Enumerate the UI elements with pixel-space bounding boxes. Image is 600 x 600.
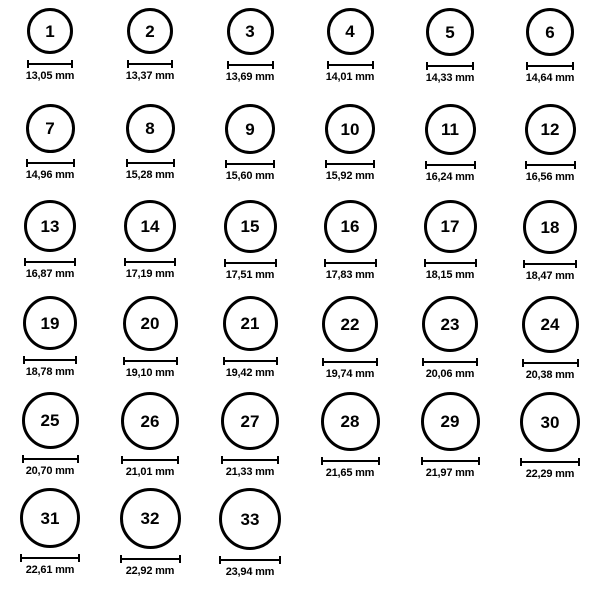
diameter-measure-marker	[224, 258, 277, 267]
measure-bar	[221, 456, 279, 464]
ring-size-cell	[100, 488, 200, 584]
ring-size-number: 1	[45, 21, 55, 41]
diameter-measure-marker	[227, 60, 274, 69]
ring-size-number: 23	[440, 314, 460, 334]
diameter-measure-marker	[422, 357, 478, 366]
ring-circle	[520, 392, 580, 452]
measure-bar	[225, 160, 275, 168]
ring-diameter-label: 18,15 mm	[425, 269, 475, 281]
ring-circle	[322, 296, 378, 352]
diameter-measure-marker	[219, 555, 281, 564]
measure-bar	[321, 457, 380, 465]
ring-size-cell	[200, 8, 300, 104]
ring-size-cell	[200, 392, 300, 488]
measure-bar	[324, 259, 377, 267]
ring-size-cell	[400, 104, 500, 200]
ring-circle	[422, 296, 478, 352]
measure-bar	[121, 456, 179, 464]
measure-bar	[426, 62, 474, 70]
ring-diameter-label: 21,65 mm	[325, 467, 375, 479]
ring-circle	[223, 296, 278, 351]
measure-bar	[22, 455, 79, 463]
ring-diameter-label: 20,38 mm	[525, 369, 575, 381]
ring-diameter-label: 22,61 mm	[25, 564, 75, 576]
ring-size-cell	[0, 296, 100, 392]
ring-size-number: 28	[340, 412, 360, 431]
diameter-measure-marker	[120, 554, 181, 563]
measure-bar	[227, 61, 274, 69]
ring-size-number: 32	[140, 509, 160, 528]
ring-size-number: 22	[340, 314, 360, 334]
ring-size-cell	[400, 296, 500, 392]
ring-size-cell	[500, 392, 600, 488]
measure-bar	[219, 556, 281, 564]
ring-circle	[325, 104, 375, 154]
ring-diameter-label: 13,37 mm	[125, 70, 175, 82]
ring-size-number: 18	[540, 217, 560, 237]
ring-size-cell	[100, 200, 200, 296]
ring-circle	[425, 104, 476, 155]
ring-size-cell	[0, 392, 100, 488]
ring-circle	[327, 8, 374, 55]
ring-size-cell	[400, 200, 500, 296]
ring-size-number: 29	[440, 412, 460, 431]
measure-bar	[424, 259, 477, 267]
ring-circle	[221, 392, 279, 450]
ring-size-number: 20	[140, 314, 160, 333]
measure-bar	[224, 259, 277, 267]
diameter-measure-marker	[27, 59, 73, 68]
ring-circle	[324, 200, 377, 253]
diameter-measure-marker	[321, 456, 380, 465]
ring-diameter-label: 13,69 mm	[225, 71, 275, 83]
ring-diameter-label: 20,06 mm	[425, 368, 475, 380]
measure-bar	[24, 258, 76, 266]
ring-diameter-label: 16,56 mm	[525, 171, 575, 183]
ring-circle	[426, 8, 474, 56]
measure-bar	[327, 61, 374, 69]
ring-diameter-label: 18,47 mm	[525, 270, 575, 282]
measure-bar	[325, 160, 375, 168]
diameter-measure-marker	[425, 160, 476, 169]
ring-size-cell	[100, 104, 200, 200]
ring-diameter-label: 20,70 mm	[25, 465, 75, 477]
ring-diameter-label: 22,29 mm	[525, 468, 575, 480]
measure-bar	[425, 161, 476, 169]
measure-bar	[27, 60, 73, 68]
ring-diameter-label: 17,83 mm	[325, 269, 375, 281]
ring-size-cell	[0, 200, 100, 296]
ring-size-number: 26	[140, 411, 160, 431]
ring-size-number: 19	[40, 313, 60, 333]
ring-size-number: 27	[240, 411, 260, 431]
ring-size-cell	[200, 200, 300, 296]
diameter-measure-marker	[325, 159, 375, 168]
diameter-measure-marker	[421, 456, 480, 465]
ring-diameter-label: 16,87 mm	[25, 268, 75, 280]
ring-diameter-label: 15,28 mm	[125, 169, 175, 181]
ring-size-number: 12	[540, 120, 560, 139]
diameter-measure-marker	[225, 159, 275, 168]
ring-diameter-label: 22,92 mm	[125, 565, 175, 577]
ring-circle	[321, 392, 380, 451]
diameter-measure-marker	[20, 553, 80, 562]
ring-circle	[127, 8, 173, 54]
diameter-measure-marker	[426, 61, 474, 70]
ring-diameter-label: 17,19 mm	[125, 268, 175, 280]
measure-bar	[421, 457, 480, 465]
ring-diameter-label: 19,10 mm	[125, 367, 175, 379]
diameter-measure-marker	[526, 61, 574, 70]
measure-bar	[126, 159, 175, 167]
ring-size-cell	[0, 488, 100, 584]
measure-bar	[26, 159, 75, 167]
ring-diameter-label: 21,97 mm	[425, 467, 475, 479]
ring-size-number: 6	[545, 22, 555, 42]
ring-size-number: 33	[240, 509, 260, 529]
ring-circle	[124, 200, 176, 252]
ring-size-cell	[300, 392, 400, 488]
ring-size-cell	[200, 488, 300, 584]
diameter-measure-marker	[221, 455, 279, 464]
ring-diameter-label: 15,60 mm	[225, 170, 275, 182]
ring-circle	[526, 8, 574, 56]
ring-size-cell	[300, 200, 400, 296]
diameter-measure-marker	[525, 160, 576, 169]
ring-size-cell	[0, 104, 100, 200]
ring-size-cell	[300, 8, 400, 104]
measure-bar	[523, 260, 577, 268]
ring-size-number: 3	[245, 22, 255, 41]
ring-size-number: 13	[40, 216, 60, 236]
ring-size-number: 30	[540, 412, 560, 432]
diameter-measure-marker	[322, 357, 378, 366]
ring-circle	[23, 296, 77, 350]
ring-diameter-label: 19,42 mm	[225, 367, 275, 379]
diameter-measure-marker	[24, 257, 76, 266]
ring-circle	[219, 488, 281, 550]
ring-diameter-label: 18,78 mm	[25, 366, 75, 378]
ring-size-cell	[500, 200, 600, 296]
ring-circle	[123, 296, 178, 351]
ring-diameter-label: 16,24 mm	[425, 171, 475, 183]
ring-diameter-label: 14,01 mm	[325, 71, 375, 83]
ring-size-cell	[300, 104, 400, 200]
ring-size-number: 16	[340, 217, 360, 236]
ring-size-cell	[300, 296, 400, 392]
ring-size-cell	[100, 296, 200, 392]
ring-diameter-label: 14,33 mm	[425, 72, 475, 84]
measure-bar	[20, 554, 80, 562]
ring-size-number: 2	[145, 21, 155, 41]
ring-circle	[523, 200, 577, 254]
ring-circle	[26, 104, 75, 153]
ring-size-number: 11	[441, 120, 459, 139]
diameter-measure-marker	[324, 258, 377, 267]
ring-circle	[225, 104, 275, 154]
diameter-measure-marker	[522, 358, 579, 367]
ring-size-cell	[0, 8, 100, 104]
ring-circle	[224, 200, 277, 253]
diameter-measure-marker	[523, 259, 577, 268]
ring-diameter-label: 21,33 mm	[225, 466, 275, 478]
ring-diameter-label: 23,94 mm	[225, 566, 275, 578]
ring-size-number: 5	[445, 22, 455, 42]
ring-circle	[27, 8, 73, 54]
ring-size-number: 8	[145, 119, 155, 138]
ring-size-number: 25	[40, 411, 60, 430]
diameter-measure-marker	[520, 457, 580, 466]
measure-bar	[526, 62, 574, 70]
ring-size-number: 14	[140, 216, 160, 236]
measure-bar	[123, 357, 178, 365]
ring-size-number: 17	[440, 217, 460, 236]
diameter-measure-marker	[223, 356, 278, 365]
ring-diameter-label: 19,74 mm	[325, 368, 375, 380]
ring-circle	[121, 392, 179, 450]
diameter-measure-marker	[23, 355, 77, 364]
ring-size-cell	[500, 104, 600, 200]
ring-size-cell	[400, 392, 500, 488]
ring-size-number: 15	[240, 217, 260, 236]
measure-bar	[120, 555, 181, 563]
ring-circle	[20, 488, 80, 548]
diameter-measure-marker	[124, 257, 176, 266]
diameter-measure-marker	[121, 455, 179, 464]
ring-size-number: 7	[45, 119, 55, 138]
measure-bar	[124, 258, 176, 266]
ring-circle	[24, 200, 76, 252]
ring-diameter-label: 14,96 mm	[25, 169, 75, 181]
ring-circle	[421, 392, 480, 451]
measure-bar	[322, 358, 378, 366]
diameter-measure-marker	[123, 356, 178, 365]
ring-circle	[120, 488, 181, 549]
ring-size-cell	[100, 8, 200, 104]
ring-size-number: 31	[40, 508, 60, 528]
ring-circle	[22, 392, 79, 449]
ring-diameter-label: 14,64 mm	[525, 72, 575, 84]
diameter-measure-marker	[327, 60, 374, 69]
ring-size-cell	[100, 392, 200, 488]
ring-size-number: 9	[245, 119, 255, 139]
ring-size-cell	[200, 296, 300, 392]
measure-bar	[522, 359, 579, 367]
ring-size-cell	[200, 104, 300, 200]
ring-diameter-label: 13,05 mm	[25, 70, 75, 82]
ring-circle	[424, 200, 477, 253]
ring-circle	[126, 104, 175, 153]
measure-bar	[127, 60, 173, 68]
ring-diameter-label: 15,92 mm	[325, 170, 375, 182]
ring-size-number: 4	[345, 22, 355, 41]
ring-size-number: 10	[340, 119, 360, 139]
measure-bar	[525, 161, 576, 169]
diameter-measure-marker	[424, 258, 477, 267]
ring-circle	[227, 8, 274, 55]
ring-diameter-label: 21,01 mm	[125, 466, 175, 478]
diameter-measure-marker	[22, 454, 79, 463]
ring-size-number: 24	[540, 315, 560, 334]
measure-bar	[23, 356, 77, 364]
ring-size-cell	[400, 8, 500, 104]
measure-bar	[422, 358, 478, 366]
ring-circle	[525, 104, 576, 155]
ring-circle	[522, 296, 579, 353]
diameter-measure-marker	[126, 158, 175, 167]
measure-bar	[223, 357, 278, 365]
diameter-measure-marker	[127, 59, 173, 68]
ring-size-number: 21	[240, 314, 260, 333]
ring-size-cell	[500, 296, 600, 392]
diameter-measure-marker	[26, 158, 75, 167]
measure-bar	[520, 458, 580, 466]
ring-size-cell	[500, 8, 600, 104]
ring-diameter-label: 17,51 mm	[225, 269, 275, 281]
